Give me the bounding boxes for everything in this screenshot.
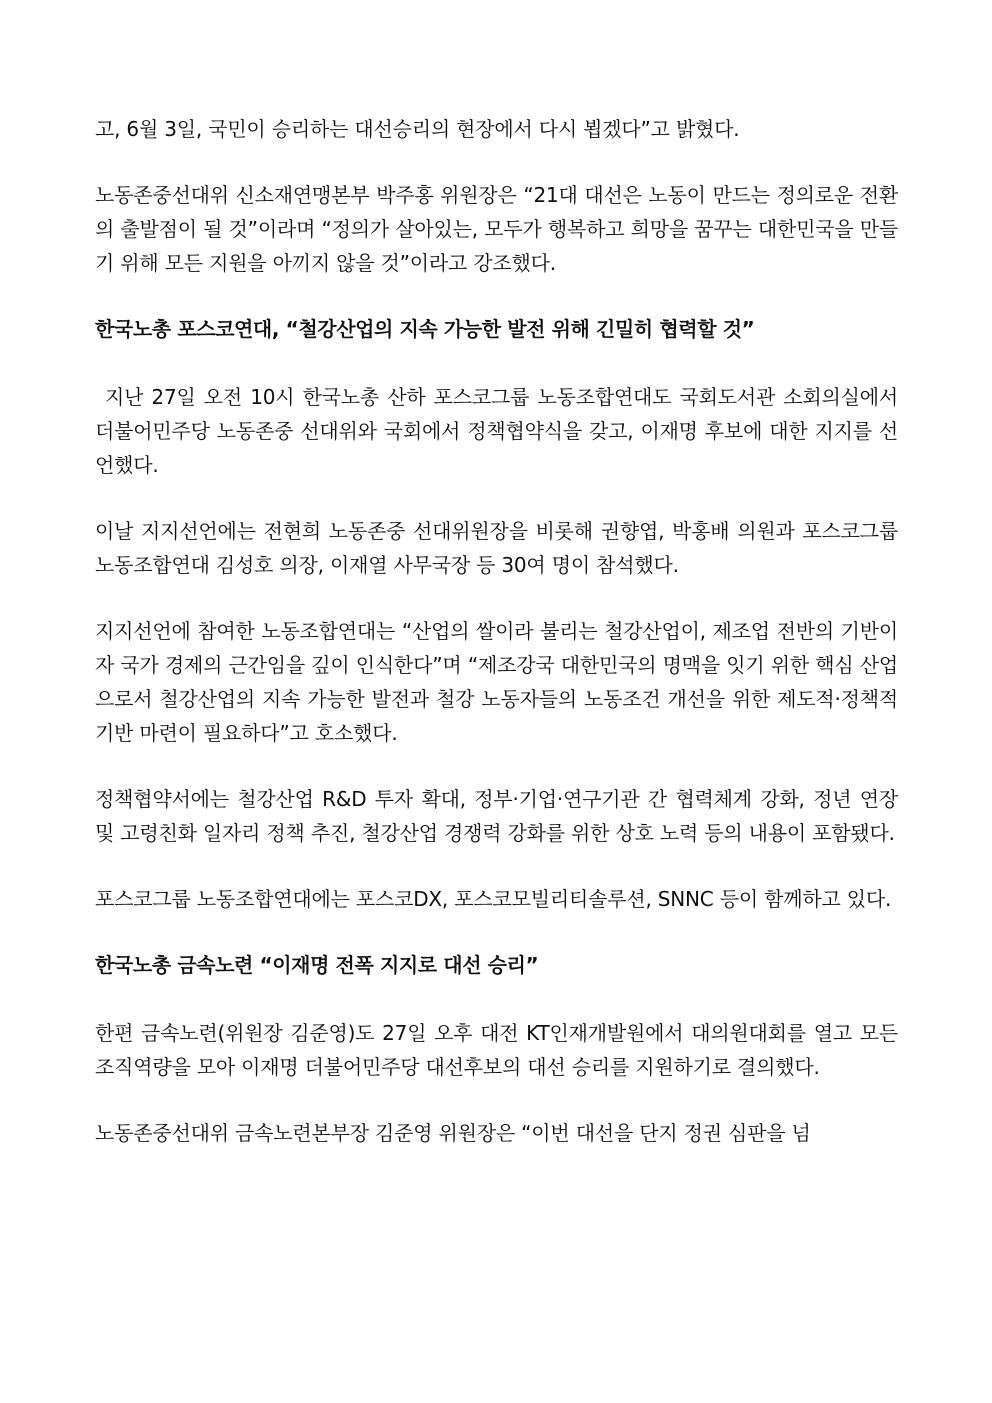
document-page: [95, 112, 898, 1182]
paragraph-posco-agreement: 지난 27일 오전 10시 한국노총 산하 포스코그룹 노동조합연대도 국회도서관 소회의실에서 더불어민주당 노동존중 선대위와 국회에서 정책협약식을 갖고, 이재명 후보에 대한 지지를 선언했다.: [95, 385, 898, 477]
paragraph-attendees: 이날 지지선언에는 전현희 노동존중 선대위원장을 비롯해 권향엽, 박홍배 의원과 포스코그룹 노동조합연대 김성호 의장, 이재열 사무국장 등 30여 명이 참석했다.: [95, 519, 898, 577]
section-heading-metal-union: 한국노총 금속노련 “이재명 전폭 지지로 대선 승리”: [95, 953, 539, 977]
paragraph-metal-union-meeting: 한편 금속노련(위원장 김준영)도 27일 오후 대전 KT인재개발원에서 대의원대회를 열고 모든 조직역량을 모아 이재명 더불어민주당 대선후보의 대선 승리를 지원하기로 결의했다.: [95, 1021, 898, 1079]
paragraph-closing-quote: 고, 6월 3일, 국민이 승리하는 대선승리의 현장에서 다시 뵙겠다”고 밝혔다.: [95, 117, 740, 141]
paragraph-park-juhong: 노동존중선대위 신소재연맹본부 박주홍 위원장은 “21대 대선은 노동이 만드는 정의로운 전환의 출발점이 될 것”이라며 “정의가 살아있는, 모두가 행복하고 희망을 꿈꾸는 대한민국을 만들기 위해 모든 지원을 아끼지 않을 것”이라고 강조했다.: [95, 183, 898, 275]
paragraph-kim-junyoung: 노동존중선대위 금속노련본부장 김준영 위원장은 “이번 대선을 단지 정권 심판을 넘: [95, 1121, 811, 1145]
paragraph-posco-members: 포스코그룹 노동조합연대에는 포스코DX, 포스코모빌리티솔루션, SNNC 등이 함께하고 있다.: [95, 887, 892, 911]
paragraph-policy-agreement: 정책협약서에는 철강산업 R&D 투자 확대, 정부·기업·연구기관 간 협력체계 강화, 정년 연장 및 고령친화 일자리 정책 추진, 철강산업 경쟁력 강화를 위한 상호 노력 등의 내용이 포함됐다.: [95, 787, 898, 845]
paragraph-union-statement: 지지선언에 참여한 노동조합연대는 “산업의 쌀이라 불리는 철강산업이, 제조업 전반의 기반이자 국가 경제의 근간임을 깊이 인식한다”며 “제조강국 대한민국의 명맥을 잇기 위한 핵심 산업으로서 철강산업의 지속 가능한 발전과 철강 노동자들의 노동조건 개선을 위한 제도적·정책적 기반 마련이 필요하다”고 호소했다.: [95, 619, 898, 745]
section-heading-posco: 한국노총 포스코연대, “철강산업의 지속 가능한 발전 위해 긴밀히 협력할 것”: [95, 317, 755, 341]
